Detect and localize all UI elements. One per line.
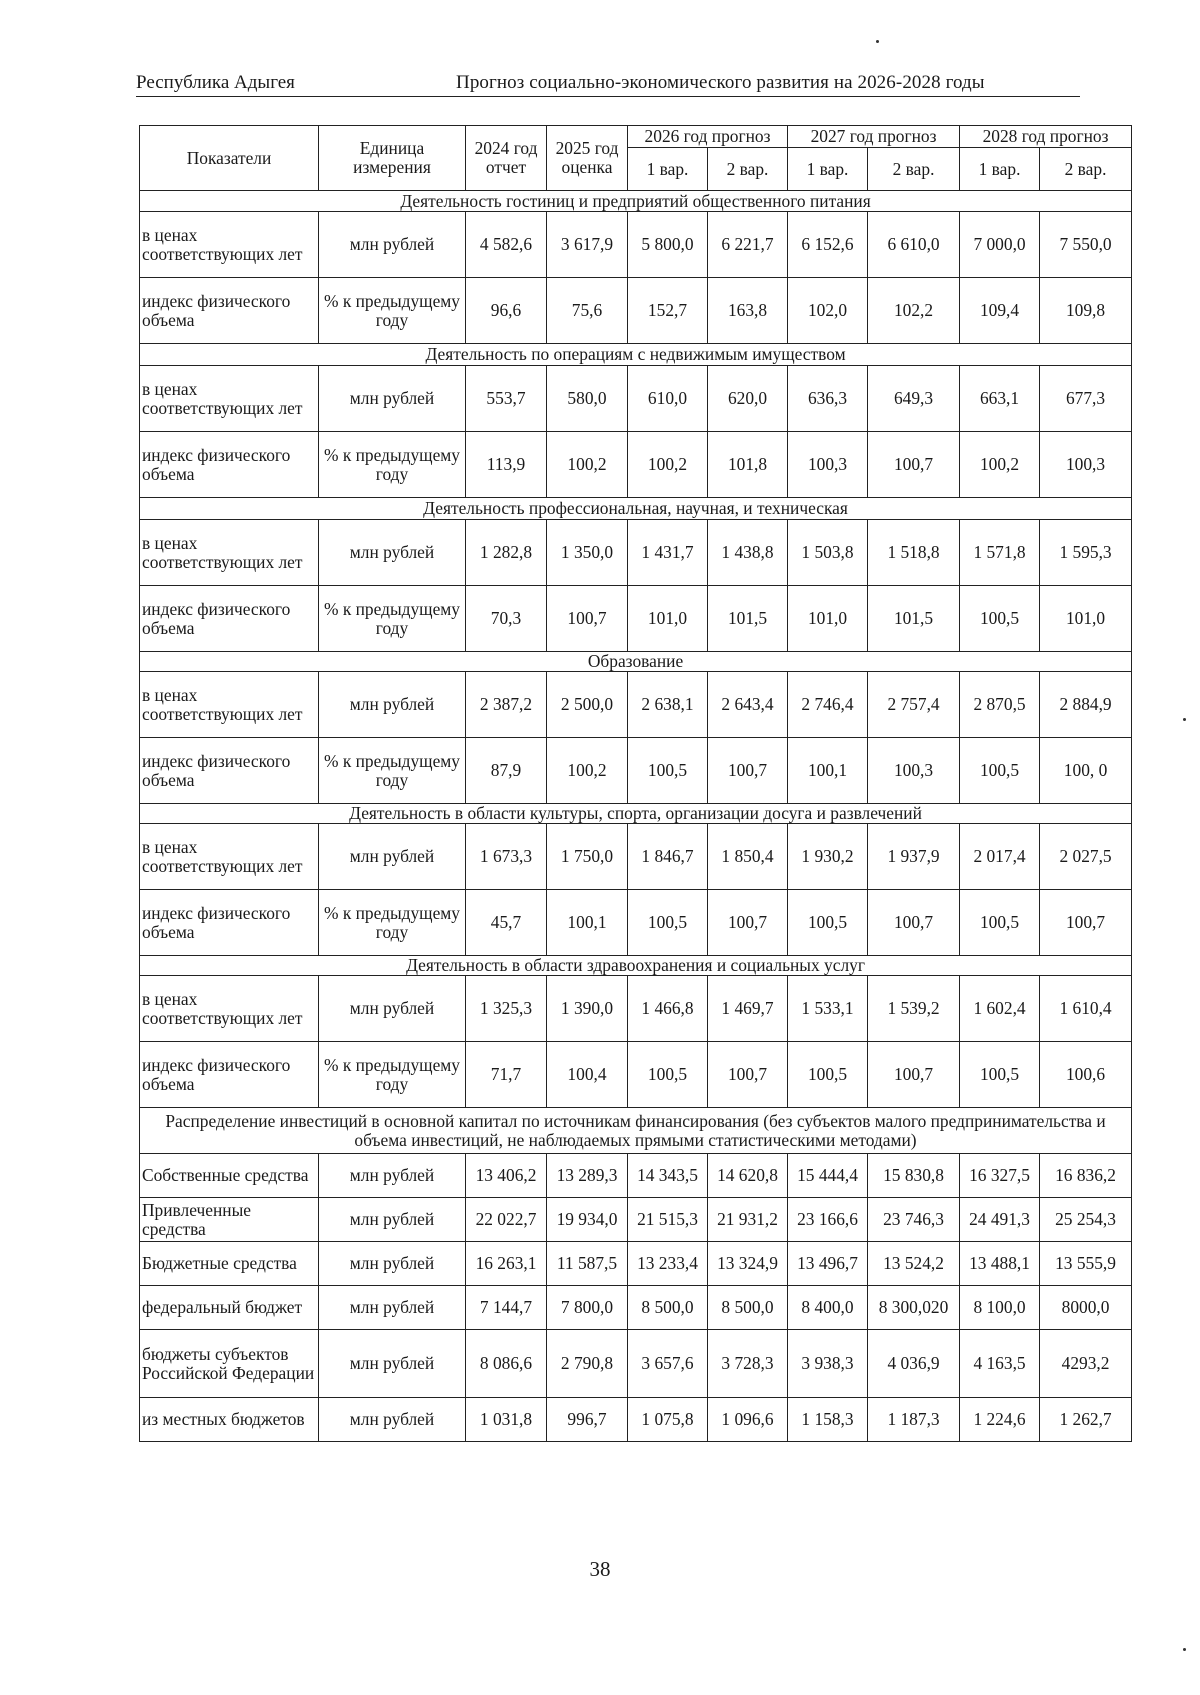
unit-cell: млн рублей [319,1242,466,1286]
value-cell: 14 343,5 [628,1154,708,1198]
value-cell: 16 327,5 [960,1154,1040,1198]
unit-cell: млн рублей [319,1286,466,1330]
value-cell: 109,8 [1040,278,1132,344]
value-cell: 102,0 [788,278,868,344]
value-cell: 2 746,4 [788,672,868,738]
value-cell: 13 496,7 [788,1242,868,1286]
value-cell: 100,5 [628,890,708,956]
indicator-cell: индекс физического объема [140,890,319,956]
value-cell: 1 846,7 [628,824,708,890]
unit-cell: млн рублей [319,1154,466,1198]
value-cell: 8 400,0 [788,1286,868,1330]
table-row [140,520,1132,586]
indicator-cell: бюджеты субъектов Российской Федерации [140,1330,319,1398]
table-row [140,890,1132,956]
indicator-cell: в ценах соответствующих лет [140,976,319,1042]
header-region: Республика Адыгея [136,72,295,93]
value-cell: 100,4 [547,1042,628,1108]
forecast-table [139,125,1132,1442]
value-cell: 7 000,0 [960,212,1040,278]
value-cell: 1 750,0 [547,824,628,890]
unit-cell: млн рублей [319,1330,466,1398]
value-cell: 70,3 [466,586,547,652]
value-cell: 75,6 [547,278,628,344]
indicator-cell: Собственные средства [140,1154,319,1198]
col-2027-v2: 2 вар. [868,148,960,191]
value-cell: 100,5 [960,1042,1040,1108]
section-row [140,804,1132,824]
unit-cell: млн рублей [319,824,466,890]
value-cell: 5 800,0 [628,212,708,278]
table-row [140,672,1132,738]
indicator-cell: в ценах соответствующих лет [140,520,319,586]
value-cell: 87,9 [466,738,547,804]
value-cell: 4293,2 [1040,1330,1132,1398]
value-cell: 100,6 [1040,1042,1132,1108]
value-cell: 2 870,5 [960,672,1040,738]
value-cell: 100,3 [788,432,868,498]
value-cell: 101,8 [708,432,788,498]
value-cell: 2 757,4 [868,672,960,738]
col-unit: Единица измерения [319,126,466,191]
value-cell: 4 036,9 [868,1330,960,1398]
unit-cell: % к предыдущему году [319,738,466,804]
value-cell: 2 643,4 [708,672,788,738]
scan-speck [1183,718,1186,721]
section-row [140,191,1132,212]
value-cell: 100,2 [547,432,628,498]
section-row [140,652,1132,672]
unit-cell: % к предыдущему году [319,432,466,498]
value-cell: 13 524,2 [868,1242,960,1286]
table-row [140,824,1132,890]
value-cell: 8 500,0 [708,1286,788,1330]
unit-cell: млн рублей [319,672,466,738]
value-cell: 8000,0 [1040,1286,1132,1330]
value-cell: 610,0 [628,366,708,432]
value-cell: 13 324,9 [708,1242,788,1286]
col-2028-v2: 2 вар. [1040,148,1132,191]
scan-speck [876,40,879,43]
indicator-cell: в ценах соответствующих лет [140,366,319,432]
value-cell: 1 469,7 [708,976,788,1042]
value-cell: 4 163,5 [960,1330,1040,1398]
value-cell: 1 610,4 [1040,976,1132,1042]
unit-cell: млн рублей [319,212,466,278]
value-cell: 100, 0 [1040,738,1132,804]
unit-cell: млн рублей [319,1398,466,1442]
value-cell: 13 289,3 [547,1154,628,1198]
indicator-cell: в ценах соответствующих лет [140,672,319,738]
value-cell: 1 466,8 [628,976,708,1042]
table-row [140,1398,1132,1442]
value-cell: 16 263,1 [466,1242,547,1286]
value-cell: 1 602,4 [960,976,1040,1042]
section-title: Образование [140,652,1132,672]
value-cell: 11 587,5 [547,1242,628,1286]
scan-speck [1183,1648,1186,1651]
col-2026: 2026 год прогноз [628,126,788,148]
value-cell: 1 350,0 [547,520,628,586]
value-cell: 6 221,7 [708,212,788,278]
value-cell: 163,8 [708,278,788,344]
indicator-cell: в ценах соответствующих лет [140,212,319,278]
value-cell: 1 595,3 [1040,520,1132,586]
table-row [140,1330,1132,1398]
value-cell: 102,2 [868,278,960,344]
value-cell: 14 620,8 [708,1154,788,1198]
value-cell: 1 224,6 [960,1398,1040,1442]
indicator-cell: Привлеченные средства [140,1198,319,1242]
value-cell: 2 017,4 [960,824,1040,890]
table-header [140,126,1132,191]
value-cell: 71,7 [466,1042,547,1108]
table-row [140,1042,1132,1108]
value-cell: 13 555,9 [1040,1242,1132,1286]
value-cell: 100,5 [960,738,1040,804]
value-cell: 3 657,6 [628,1330,708,1398]
value-cell: 677,3 [1040,366,1132,432]
value-cell: 1 390,0 [547,976,628,1042]
value-cell: 100,7 [547,586,628,652]
indicator-cell: в ценах соответствующих лет [140,824,319,890]
value-cell: 100,5 [960,586,1040,652]
value-cell: 19 934,0 [547,1198,628,1242]
value-cell: 6 610,0 [868,212,960,278]
section-title: Деятельность профессиональная, научная, и техническая [140,498,1132,520]
table-row [140,976,1132,1042]
col-2026-v1: 1 вар. [628,148,708,191]
value-cell: 620,0 [708,366,788,432]
value-cell: 1 850,4 [708,824,788,890]
table-row [140,278,1132,344]
value-cell: 101,0 [788,586,868,652]
page-number: 38 [589,1557,611,1581]
table-row [140,1154,1132,1198]
value-cell: 7 800,0 [547,1286,628,1330]
unit-cell: млн рублей [319,976,466,1042]
value-cell: 1 937,9 [868,824,960,890]
value-cell: 100,7 [868,1042,960,1108]
value-cell: 15 830,8 [868,1154,960,1198]
table-row [140,586,1132,652]
col-2028: 2028 год прогноз [960,126,1132,148]
value-cell: 13 233,4 [628,1242,708,1286]
value-cell: 100,2 [547,738,628,804]
value-cell: 152,7 [628,278,708,344]
col-indicator: Показатели [140,126,319,191]
value-cell: 8 300,020 [868,1286,960,1330]
value-cell: 7 144,7 [466,1286,547,1330]
unit-cell: % к предыдущему году [319,586,466,652]
value-cell: 8 100,0 [960,1286,1040,1330]
value-cell: 1 518,8 [868,520,960,586]
value-cell: 2 500,0 [547,672,628,738]
indicator-cell: Бюджетные средства [140,1242,319,1286]
value-cell: 6 152,6 [788,212,868,278]
indicator-cell: индекс физического объема [140,1042,319,1108]
table-row [140,212,1132,278]
unit-cell: млн рублей [319,520,466,586]
value-cell: 1 187,3 [868,1398,960,1442]
value-cell: 1 930,2 [788,824,868,890]
value-cell: 1 158,3 [788,1398,868,1442]
col-2024: 2024 год отчет [466,126,547,191]
value-cell: 649,3 [868,366,960,432]
value-cell: 13 406,2 [466,1154,547,1198]
value-cell: 100,7 [708,890,788,956]
unit-cell: % к предыдущему году [319,890,466,956]
value-cell: 100,7 [708,1042,788,1108]
unit-cell: % к предыдущему году [319,278,466,344]
indicator-cell: индекс физического объема [140,278,319,344]
value-cell: 4 582,6 [466,212,547,278]
value-cell: 100,7 [868,432,960,498]
value-cell: 101,5 [868,586,960,652]
value-cell: 24 491,3 [960,1198,1040,1242]
value-cell: 113,9 [466,432,547,498]
indicator-cell: индекс физического объема [140,432,319,498]
value-cell: 23 746,3 [868,1198,960,1242]
value-cell: 21 515,3 [628,1198,708,1242]
value-cell: 1 533,1 [788,976,868,1042]
value-cell: 7 550,0 [1040,212,1132,278]
section-title: Деятельность в области здравоохранения и социальных услуг [140,956,1132,976]
value-cell: 636,3 [788,366,868,432]
value-cell: 1 031,8 [466,1398,547,1442]
value-cell: 25 254,3 [1040,1198,1132,1242]
value-cell: 1 571,8 [960,520,1040,586]
value-cell: 1 325,3 [466,976,547,1042]
table-row [140,738,1132,804]
col-2028-v1: 1 вар. [960,148,1040,191]
value-cell: 3 617,9 [547,212,628,278]
value-cell: 1 539,2 [868,976,960,1042]
section-row [140,1108,1132,1154]
unit-cell: % к предыдущему году [319,1042,466,1108]
value-cell: 15 444,4 [788,1154,868,1198]
section-title: Деятельность по операциям с недвижимым имуществом [140,344,1132,366]
value-cell: 100,2 [960,432,1040,498]
value-cell: 2 387,2 [466,672,547,738]
value-cell: 100,5 [628,738,708,804]
value-cell: 21 931,2 [708,1198,788,1242]
value-cell: 663,1 [960,366,1040,432]
header-title: Прогноз социально-экономического развития на 2026-2028 годы [456,72,985,93]
col-2027-v1: 1 вар. [788,148,868,191]
value-cell: 996,7 [547,1398,628,1442]
col-2026-v2: 2 вар. [708,148,788,191]
col-2025: 2025 год оценка [547,126,628,191]
col-2027: 2027 год прогноз [788,126,960,148]
indicator-cell: федеральный бюджет [140,1286,319,1330]
value-cell: 100,7 [1040,890,1132,956]
value-cell: 1 262,7 [1040,1398,1132,1442]
table-body [140,191,1132,1442]
value-cell: 101,0 [628,586,708,652]
table-row [140,432,1132,498]
table-row [140,1286,1132,1330]
value-cell: 1 673,3 [466,824,547,890]
table-row [140,1198,1132,1242]
value-cell: 3 938,3 [788,1330,868,1398]
indicator-cell: индекс физического объема [140,586,319,652]
value-cell: 1 075,8 [628,1398,708,1442]
value-cell: 100,1 [788,738,868,804]
value-cell: 100,2 [628,432,708,498]
value-cell: 100,1 [547,890,628,956]
value-cell: 22 022,7 [466,1198,547,1242]
value-cell: 580,0 [547,366,628,432]
value-cell: 16 836,2 [1040,1154,1132,1198]
unit-cell: млн рублей [319,366,466,432]
table-row [140,1242,1132,1286]
value-cell: 100,5 [628,1042,708,1108]
value-cell: 100,5 [788,1042,868,1108]
unit-cell: млн рублей [319,1198,466,1242]
value-cell: 101,5 [708,586,788,652]
value-cell: 100,7 [708,738,788,804]
value-cell: 100,3 [868,738,960,804]
section-title: Деятельность гостиниц и предприятий общественного питания [140,191,1132,212]
table-row [140,366,1132,432]
value-cell: 1 282,8 [466,520,547,586]
value-cell: 2 638,1 [628,672,708,738]
section-row [140,956,1132,976]
value-cell: 1 503,8 [788,520,868,586]
value-cell: 45,7 [466,890,547,956]
section-title: Распределение инвестиций в основной капитал по источникам финансирования (без субъектов малого предпринимательства и объема инвестиций, не наблюдаемых прямыми статистическими методами) [140,1108,1132,1154]
value-cell: 100,5 [960,890,1040,956]
value-cell: 13 488,1 [960,1242,1040,1286]
indicator-cell: из местных бюджетов [140,1398,319,1442]
value-cell: 101,0 [1040,586,1132,652]
section-row [140,344,1132,366]
indicator-cell: индекс физического объема [140,738,319,804]
value-cell: 2 027,5 [1040,824,1132,890]
section-title: Деятельность в области культуры, спорта, организации досуга и развлечений [140,804,1132,824]
value-cell: 1 438,8 [708,520,788,586]
value-cell: 2 884,9 [1040,672,1132,738]
value-cell: 1 096,6 [708,1398,788,1442]
value-cell: 8 500,0 [628,1286,708,1330]
value-cell: 100,5 [788,890,868,956]
value-cell: 553,7 [466,366,547,432]
value-cell: 23 166,6 [788,1198,868,1242]
section-row [140,498,1132,520]
value-cell: 109,4 [960,278,1040,344]
value-cell: 100,3 [1040,432,1132,498]
value-cell: 100,7 [868,890,960,956]
value-cell: 96,6 [466,278,547,344]
value-cell: 8 086,6 [466,1330,547,1398]
value-cell: 1 431,7 [628,520,708,586]
value-cell: 3 728,3 [708,1330,788,1398]
page-header [136,70,1080,97]
value-cell: 2 790,8 [547,1330,628,1398]
